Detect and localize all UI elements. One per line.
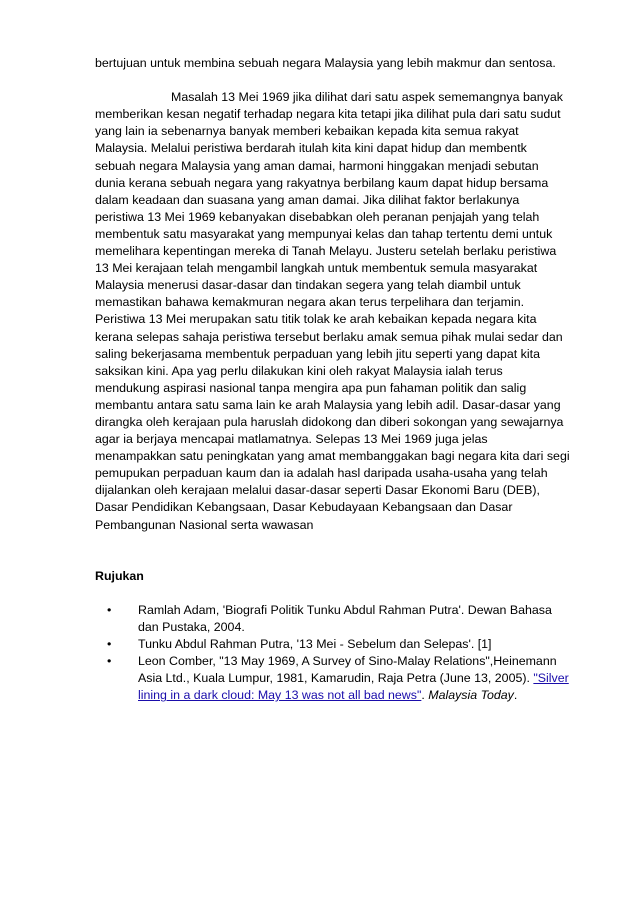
reference-text: . bbox=[421, 688, 429, 703]
reference-link[interactable]: lining in a dark cloud: May 13 was not all bad news" bbox=[138, 688, 422, 703]
text-line: Masalah 13 Mei 1969 jika dilihat dari satu aspek sememangnya banyak bbox=[171, 90, 563, 105]
text-line: kerana selepas sahaja peristiwa tersebut berlaku amak semua pihak mulai sedar dan bbox=[95, 329, 563, 344]
section-spacer bbox=[95, 585, 592, 602]
reference-line: Ramlah Adam, 'Biografi Politik Tunku Abdul Rahman Putra'. Dewan Bahasa bbox=[138, 603, 552, 617]
paragraph-intro bbox=[95, 55, 592, 72]
publication-name: Malaysia Today bbox=[428, 688, 514, 703]
section-spacer bbox=[95, 551, 592, 568]
reference-line: dan Pustaka, 2004. bbox=[138, 620, 245, 635]
text-line: dirangka oleh kerajaan pula haruslah didokong dan diberi sokongan yang sewajarnya bbox=[95, 414, 564, 429]
reference-item bbox=[95, 636, 592, 653]
text-line: peristiwa 13 Mei 1969 kebanyakan disebabkan oleh peranan penjajah yang telah bbox=[95, 209, 540, 224]
text-line: Malaysia. Melalui peristiwa berdarah itulah kita kini dapat hidup dan membentk bbox=[95, 141, 527, 156]
text-line: dunia kerana sebuah negara yang rakyatnya berbilang kaum dapat hidup bersama bbox=[95, 175, 549, 190]
reference-link[interactable]: "Silver bbox=[533, 671, 569, 686]
text-line: bertujuan untuk membina sebuah negara Malaysia yang lebih makmur dan sentosa. bbox=[95, 56, 556, 70]
text-line: saling bekerjasama membentuk perpaduan yang lebih jitu seperti yang dapat kita bbox=[95, 346, 540, 361]
paragraph-spacer bbox=[95, 72, 592, 89]
references-heading: Rujukan bbox=[95, 568, 144, 583]
reference-item bbox=[95, 653, 592, 704]
text-line: pemupukan perpaduan kaum dan ia adalah hasl daripada usaha-usaha yang telah bbox=[95, 466, 548, 481]
text-line: Dasar Pendidikan Kebangsaan, Dasar Kebudayaan Kebangsaan dan Dasar bbox=[95, 500, 513, 515]
text-line: 13 Mei kerajaan telah mengambil langkah untuk membentuk semula masyarakat bbox=[95, 261, 538, 276]
text-line: menampakkan satu peningkatan yang amat membanggakan bagi negara kita dari segi bbox=[95, 449, 570, 464]
reference-line: Tunku Abdul Rahman Putra, '13 Mei - Sebelum dan Selepas'. [1] bbox=[138, 637, 492, 652]
text-line: Pembangunan Nasional serta wawasan bbox=[95, 517, 314, 532]
bullet-icon: • bbox=[107, 603, 112, 617]
reference-text: Asia Ltd., Kuala Lumpur, 1981, Kamarudin, Raja Petra (June 13, 2005). bbox=[138, 671, 534, 686]
references-list bbox=[95, 602, 592, 705]
text-line: saksikan kini. Apa yag perlu dilakukan kini oleh rakyat Malaysia ialah terus bbox=[95, 363, 503, 378]
reference-line bbox=[138, 670, 592, 687]
document-page bbox=[95, 55, 592, 705]
text-line: membentuk satu masyarakat yang mempunyai kelas dan tahap tertentu demi untuk bbox=[95, 226, 553, 241]
reference-item bbox=[95, 602, 592, 636]
text-line: membantu antara satu sama lain ke arah Malaysia yang lebih adil. Dasar-dasar yang bbox=[95, 397, 561, 412]
text-line: dijalankan oleh kerajaan melalui dasar-dasar seperti Dasar Ekonomi Baru (DEB), bbox=[95, 483, 540, 498]
reference-text: . bbox=[513, 688, 518, 703]
reference-line: Leon Comber, "13 May 1969, A Survey of Sino-Malay Relations",Heinemann bbox=[138, 654, 557, 669]
text-line: dalam keadaan dan suasana yang aman damai. Jika dilihat faktor berlakunya bbox=[95, 192, 520, 207]
text-line: yang lain ia sebenarnya banyak memberi kebaikan kepada kita semua rakyat bbox=[95, 124, 519, 139]
text-line: memelihara kepentingan mereka di Tanah Melayu. Justeru setelah berlaku peristiwa bbox=[95, 244, 557, 259]
text-line: agar ia berjaya mencapai matlamatnya. Selepas 13 Mei 1969 juga jelas bbox=[95, 432, 488, 447]
bullet-icon: • bbox=[107, 654, 112, 669]
text-line: sebuah negara Malaysia yang aman damai, harmoni hinggakan menjadi sebutan bbox=[95, 158, 539, 173]
bullet-icon: • bbox=[107, 637, 112, 652]
text-line: Peristiwa 13 Mei merupakan satu titik tolak ke arah kebaikan kepada negara kita bbox=[95, 312, 537, 327]
section-spacer bbox=[95, 534, 592, 551]
text-line: memberikan kesan negatif terhadap negara kita tetapi jika dilihat pula dari satu sudut bbox=[95, 107, 561, 122]
text-line: memastikan bahawa kemakmuran negara akan terus terpelihara dan terjamin. bbox=[95, 295, 525, 310]
text-line: Malaysia menerusi dasar-dasar dan tindakan segera yang telah diambil untuk bbox=[95, 278, 521, 293]
paragraph-body bbox=[95, 89, 592, 533]
text-line: mendukung aspirasi nasional tanpa mengira apa pun fahaman politik dan salig bbox=[95, 380, 527, 395]
reference-line bbox=[138, 687, 592, 704]
